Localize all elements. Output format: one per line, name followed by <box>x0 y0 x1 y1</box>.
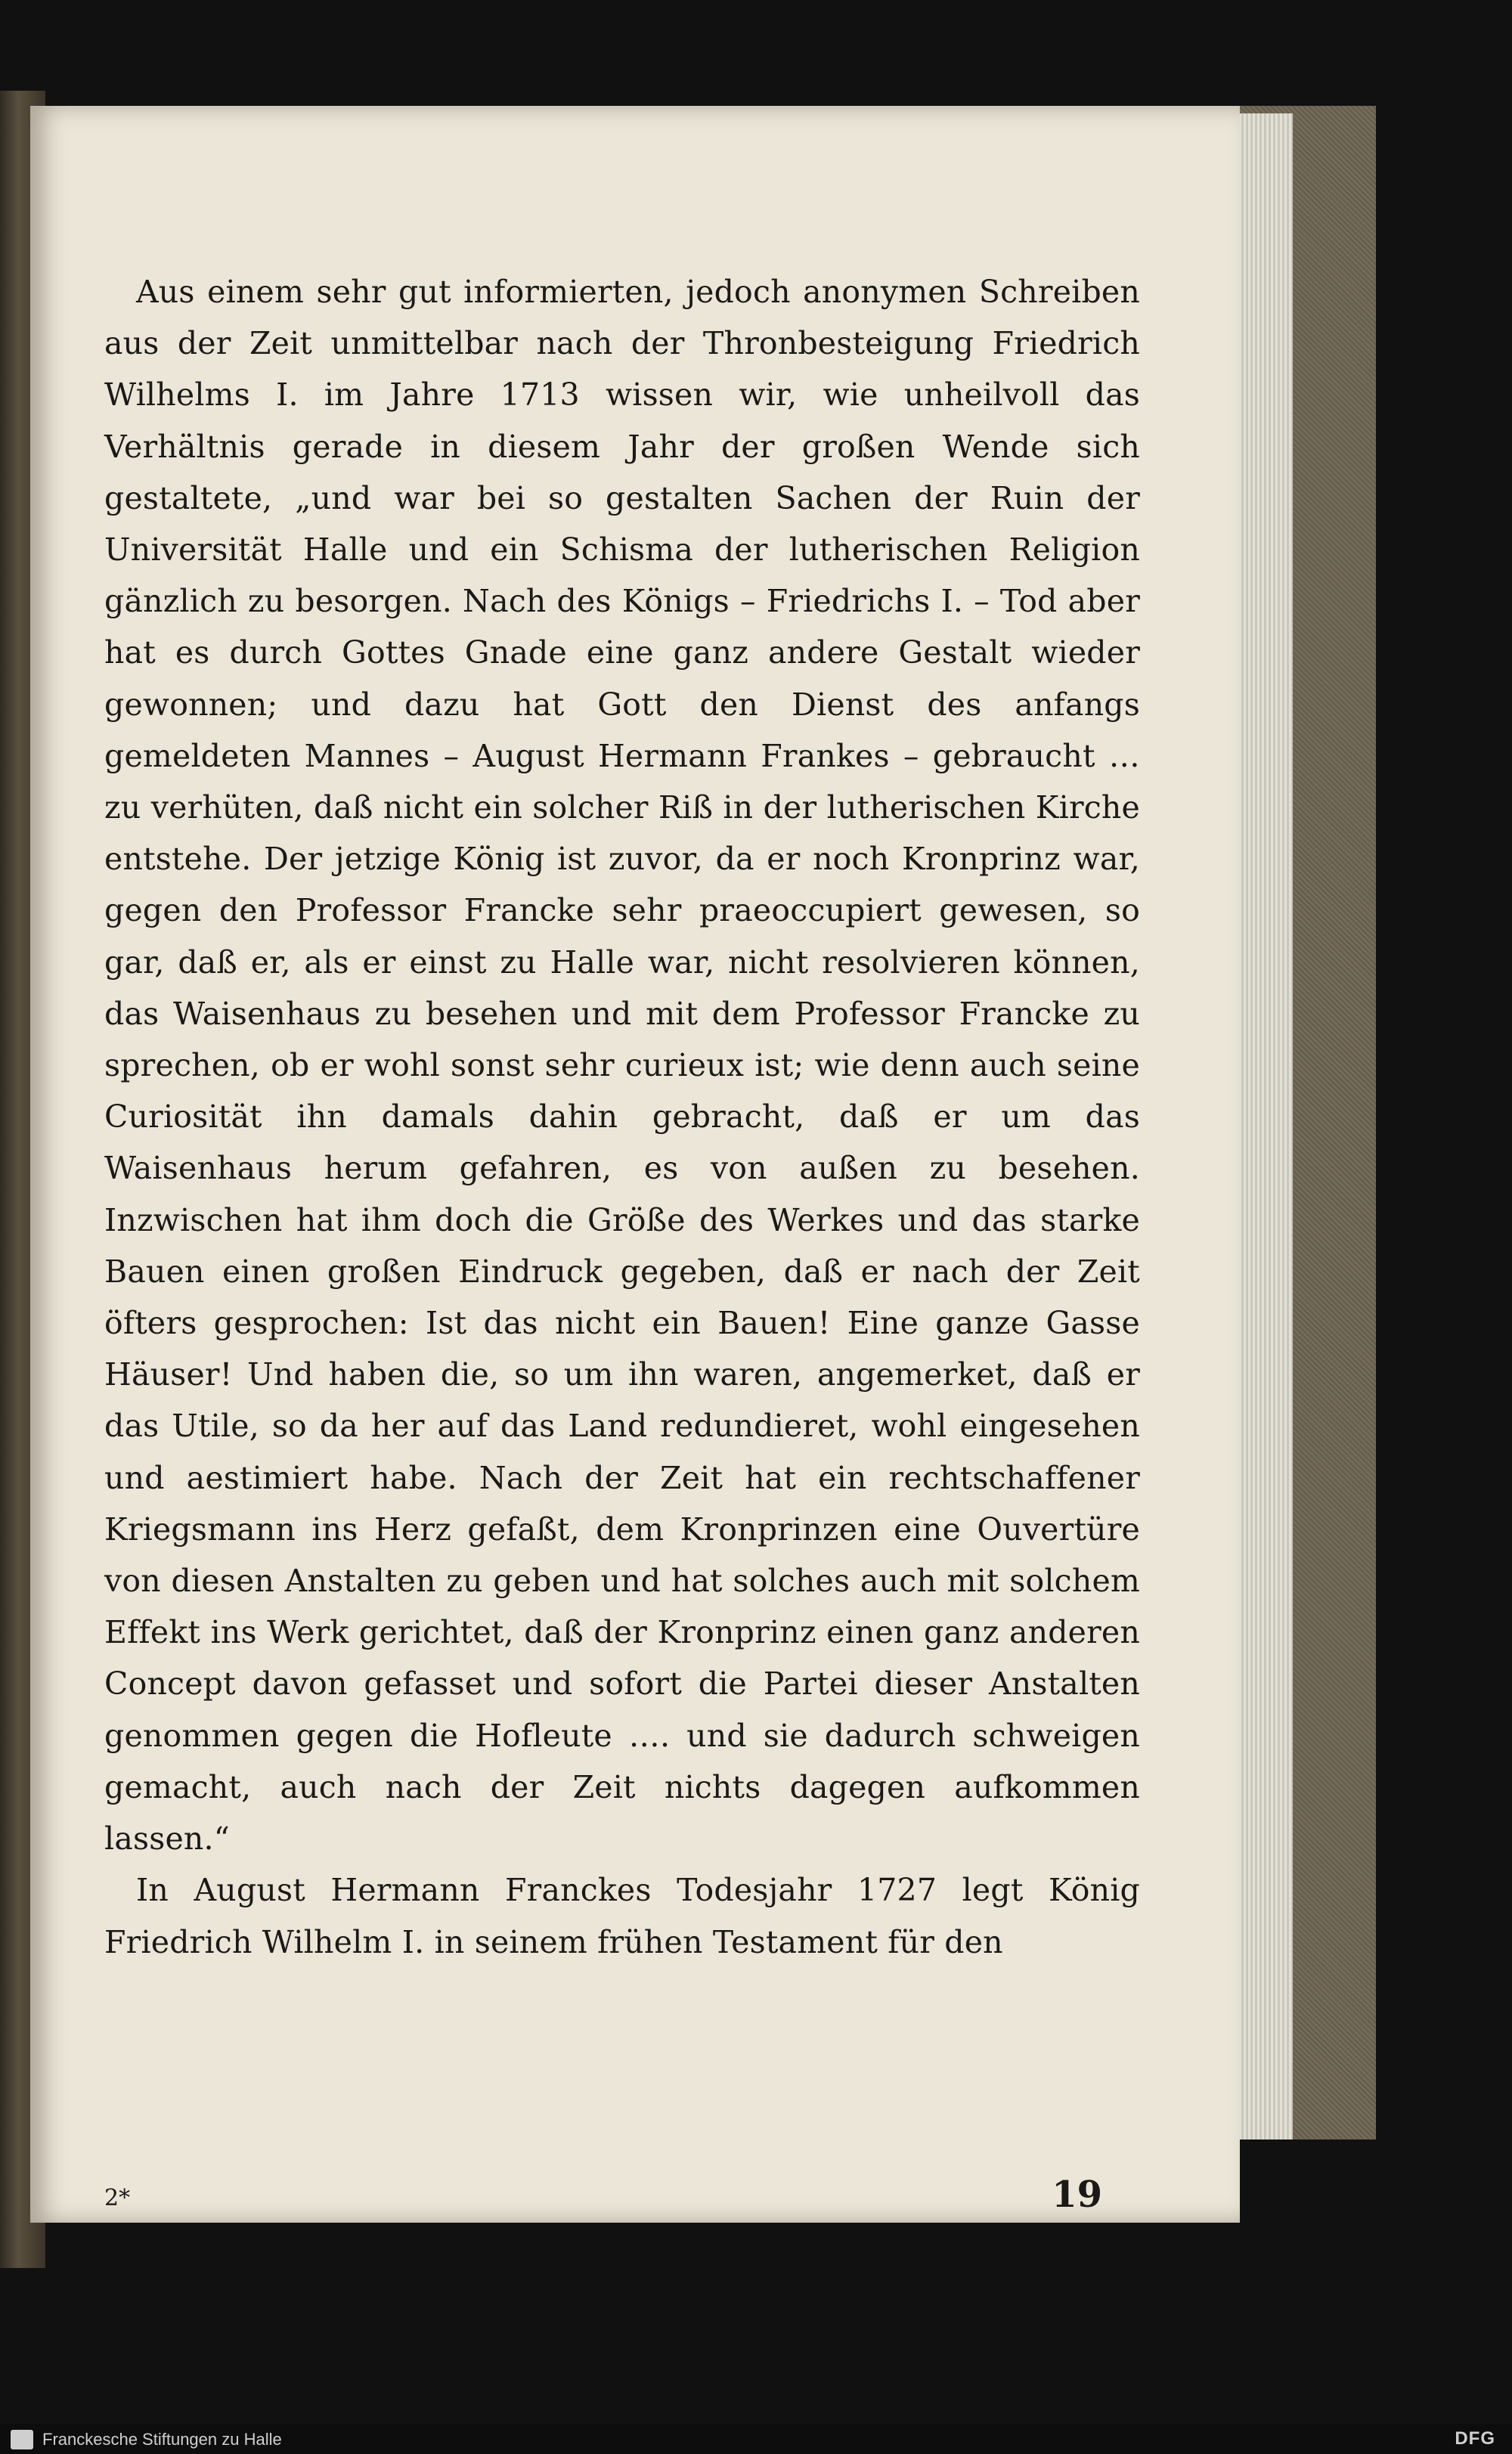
footer-bar <box>0 2424 1512 2454</box>
signature-mark: 2* <box>104 2185 131 2211</box>
funder-logo: DFG <box>1455 2428 1495 2449</box>
paragraph-2: In August Hermann Franckes Todesjahr 1727 legt König Friedrich Wilhelm I. in seinem frühen Testament für den <box>104 1872 1140 1960</box>
institution-logo-icon <box>11 2430 33 2449</box>
institution-name: Franckesche Stiftungen zu Halle <box>42 2430 282 2449</box>
page-number: 19 <box>1052 2174 1102 2216</box>
paragraph-1: Aus einem sehr gut informierten, jedoch anonymen Schreiben aus der Zeit unmittelbar nach der Thronbesteigung Friedrich Wilhelms I. im Jahre 1713 wissen wir, wie unheilvoll das Verhältnis gerade in diesem Jahr der großen Wende sich gestaltete, „und war bei so gestalten Sachen der Ruin der Universität Halle und ein Schisma der lutherischen Religion gänzlich zu besorgen. Nach des Königs – Friedrichs I. – Tod aber hat es durch Gottes Gnade eine ganz andere Gestalt wieder gewonnen; und dazu hat Gott den Dienst des anfangs gemeldeten Mannes – August Hermann Frankes – gebraucht … zu verhüten, daß nicht ein solcher Riß in der lutherischen Kirche entstehe. Der jetzige König ist zuvor, da er noch Kronprinz war, gegen den Professor Francke sehr praeoccupiert gewesen, so gar, daß er, als er einst zu Halle war, nicht resolvieren können, das Waisenhaus zu besehen und mit dem Professor Francke zu sprechen, ob er wohl sonst sehr curieux ist; wie denn auch seine Curiosität ihn damals dahin gebracht, daß er um das Waisenhaus herum gefahren, es von außen zu besehen. Inzwischen hat ihm doch die Größe des Werkes und das starke Bauen einen großen Eindruck gegeben, daß er nach der Zeit öfters gesprochen: Ist das nicht ein Bauen! Eine ganze Gasse Häuser! Und haben die, so um ihn waren, angemerket, daß er das Utile, so da her auf das Land redundieret, wohl eingesehen und aestimiert habe. Nach der Zeit hat ein rechtschaffener Kriegsmann ins Herz gefaßt, dem Kronprinzen eine Ouvertüre von diesen Anstalten zu geben und hat solches auch mit solchem Effekt ins Werk gerichtet, daß der Kronprinz einen ganz anderen Concept davon gefasset und sofort die Partei dieser Anstalten genommen gegen die Hofleute …. und sie dadurch schweigen gemacht, auch nach der Zeit nichts dagegen aufkommen lassen.“ <box>104 274 1140 1858</box>
book-page <box>30 106 1240 2223</box>
body-text <box>104 266 1140 1968</box>
